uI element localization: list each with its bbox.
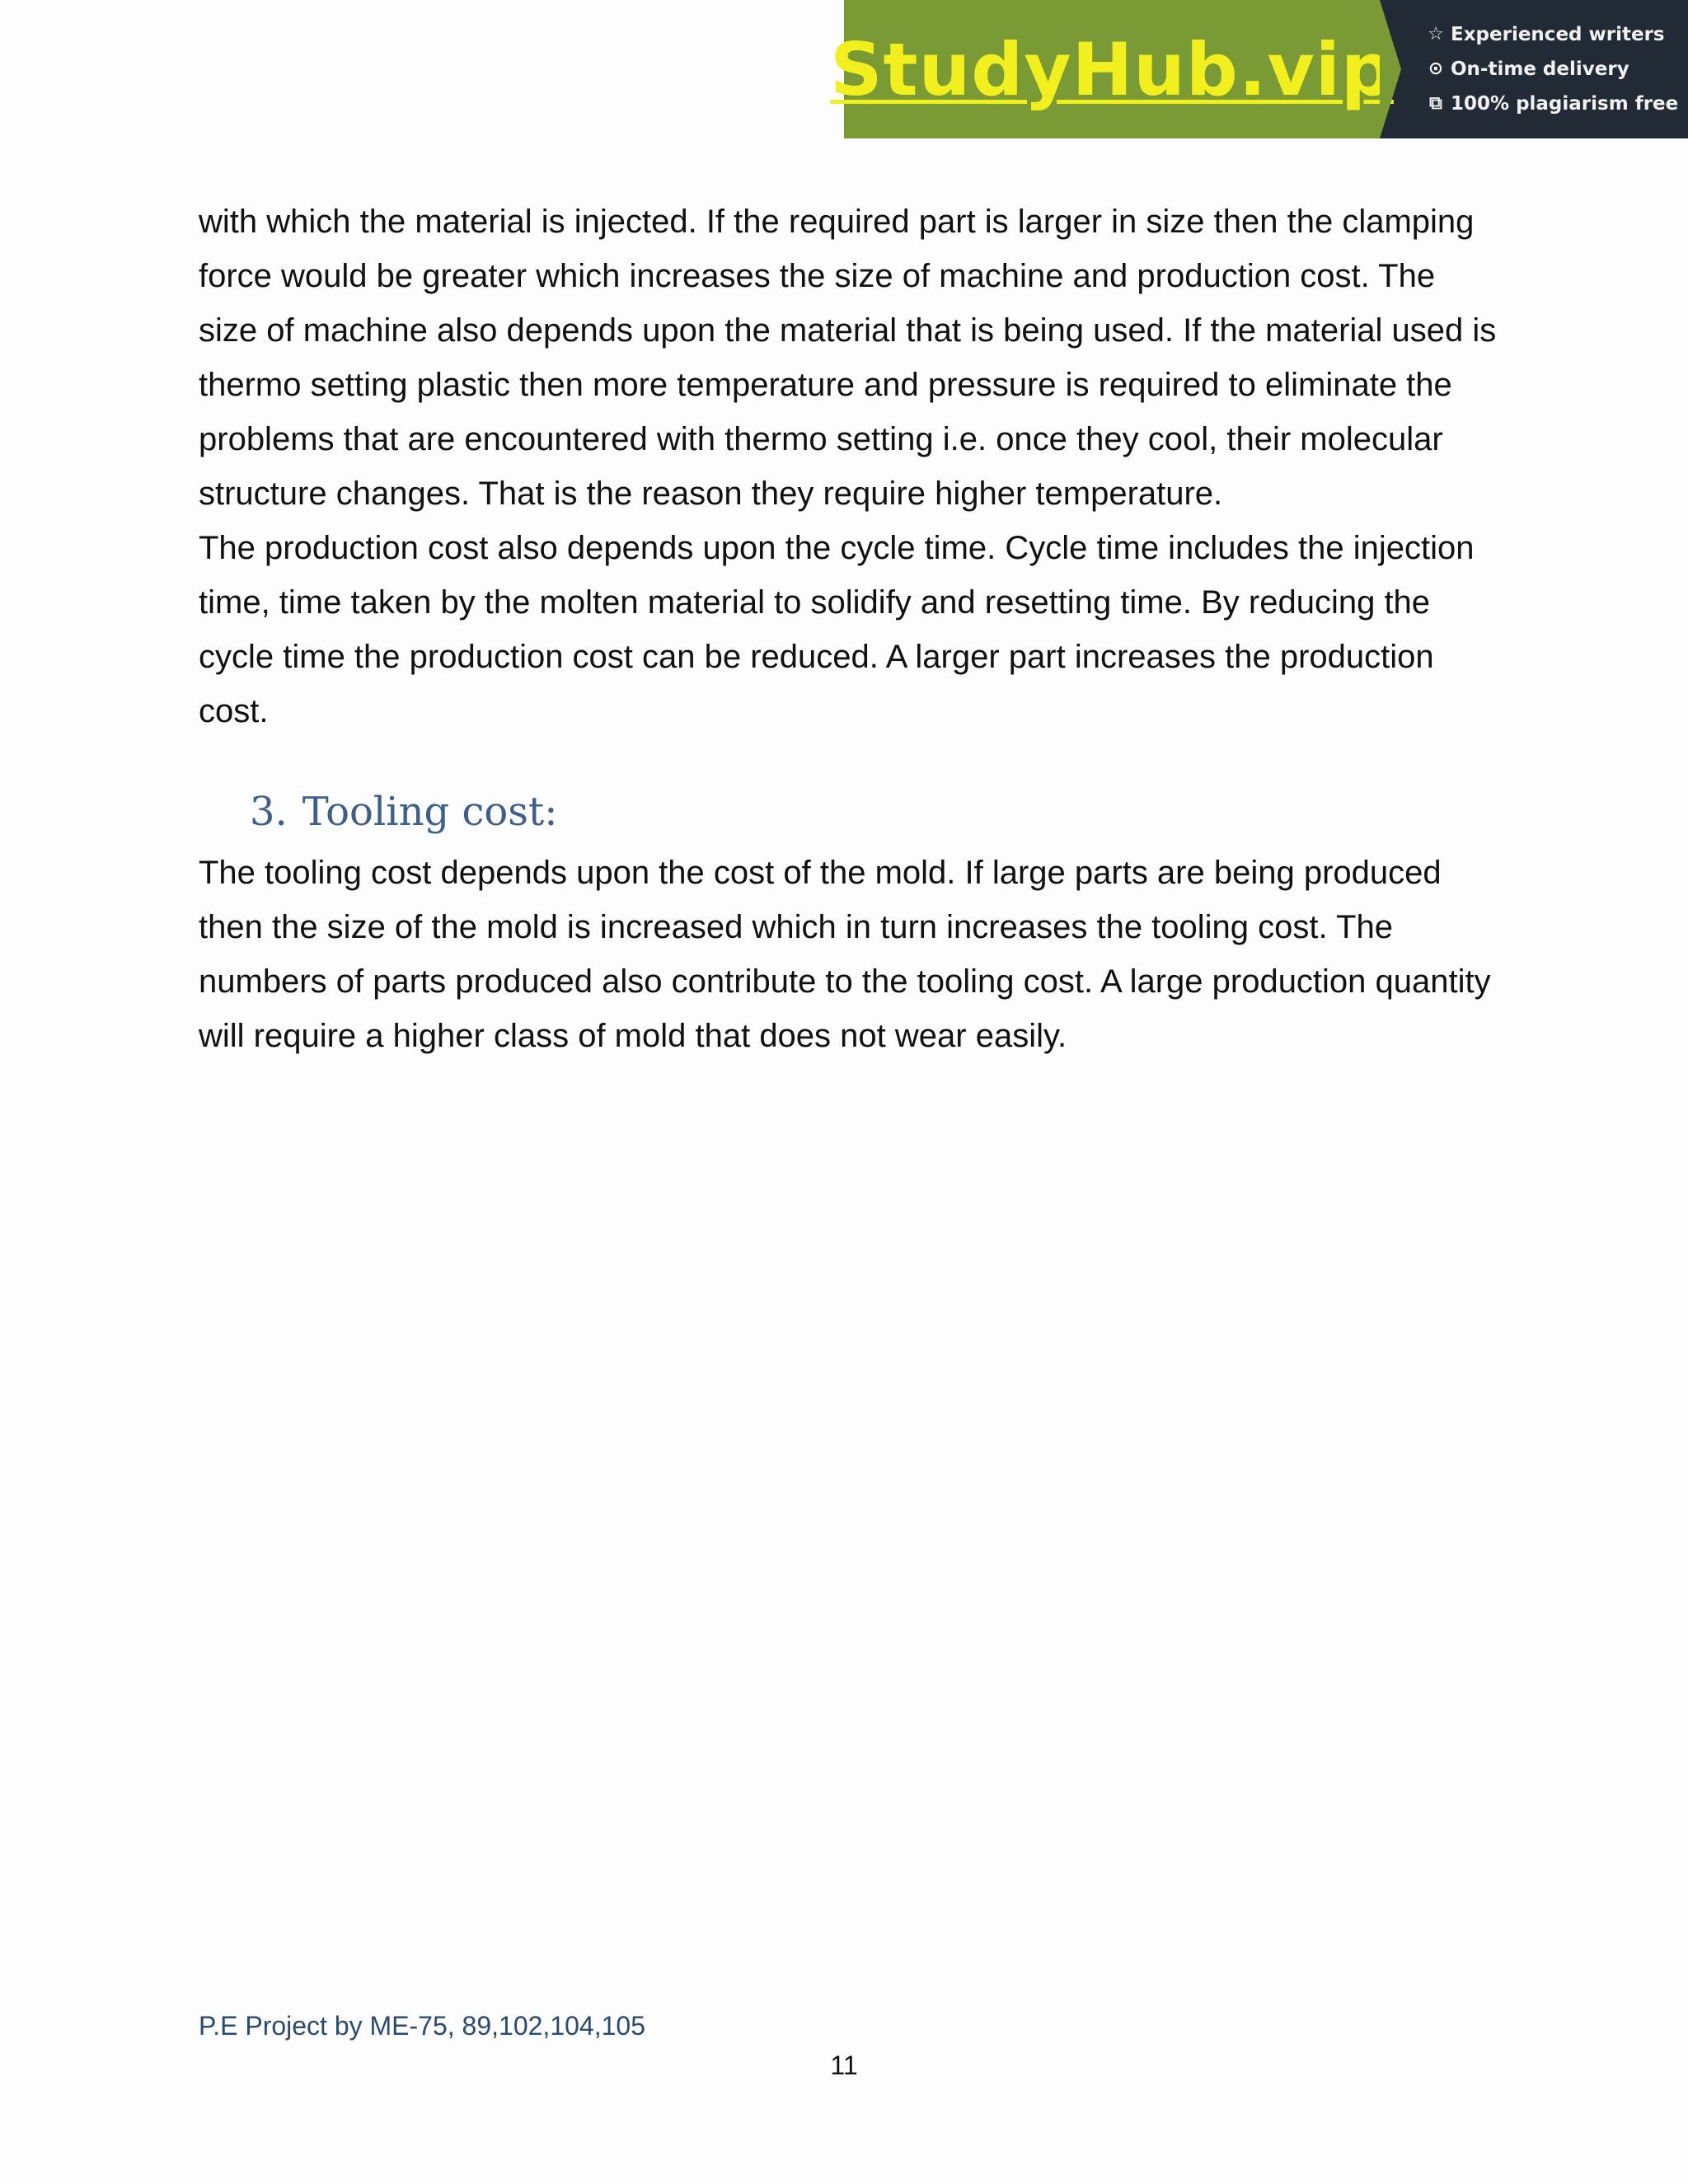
- feature-experienced-writers: [1426, 17, 1688, 52]
- document-body: [199, 194, 1501, 1063]
- feature-plagiarism-free: [1426, 87, 1688, 121]
- paragraph-cycle-time: The production cost also depends upon the cycle time. Cycle time includes the injection time, time taken by the molten material to solidify and resetting time. By reducing the cycle time the production cost can be reduced. A larger part increases the production cost.: [199, 530, 1475, 729]
- studyhub-logo[interactable]: StudyHub.vip: [830, 26, 1394, 112]
- star-icon: ☆: [1428, 24, 1444, 45]
- section-heading-tooling-cost: [250, 783, 1501, 841]
- studyhub-banner[interactable]: [830, 0, 1688, 138]
- feature-label: 100% plagiarism free: [1451, 93, 1679, 115]
- heading-text: Tooling cost:: [302, 789, 558, 835]
- footer-project-text: P.E Project by ME-75, 89,102,104,105: [199, 2011, 645, 2041]
- heading-number: 3.: [250, 789, 288, 835]
- feature-list: [1380, 0, 1688, 138]
- feature-label: On-time delivery: [1451, 59, 1629, 80]
- clock-icon: ⊙: [1428, 59, 1444, 79]
- page-number: 11: [830, 2050, 858, 2080]
- studyhub-logo-panel[interactable]: [830, 0, 1394, 138]
- feature-label: Experienced writers: [1451, 24, 1665, 45]
- feature-on-time-delivery: [1426, 52, 1688, 87]
- paragraph-clamping-force: with which the material is injected. If the required part is larger in size then the clamping force would be greater which increases the size of machine and production cost. The size of machine also depends upon the material that is being used. If the material used is thermo setting plastic then more temperature and pressure is required to eliminate the problems that are encountered with thermo setting i.e. once they cool, their molecular structure changes. That is the reason they require higher temperature.: [199, 204, 1497, 512]
- copy-icon: ⧉: [1429, 93, 1442, 114]
- paragraph-tooling-cost: The tooling cost depends upon the cost of the mold. If large parts are being produced then the size of the mold is increased which in turn increases the tooling cost. The numbers of parts produced also contribute to the tooling cost. A large production quantity will require a higher class of mold that does not wear easily.: [199, 855, 1491, 1054]
